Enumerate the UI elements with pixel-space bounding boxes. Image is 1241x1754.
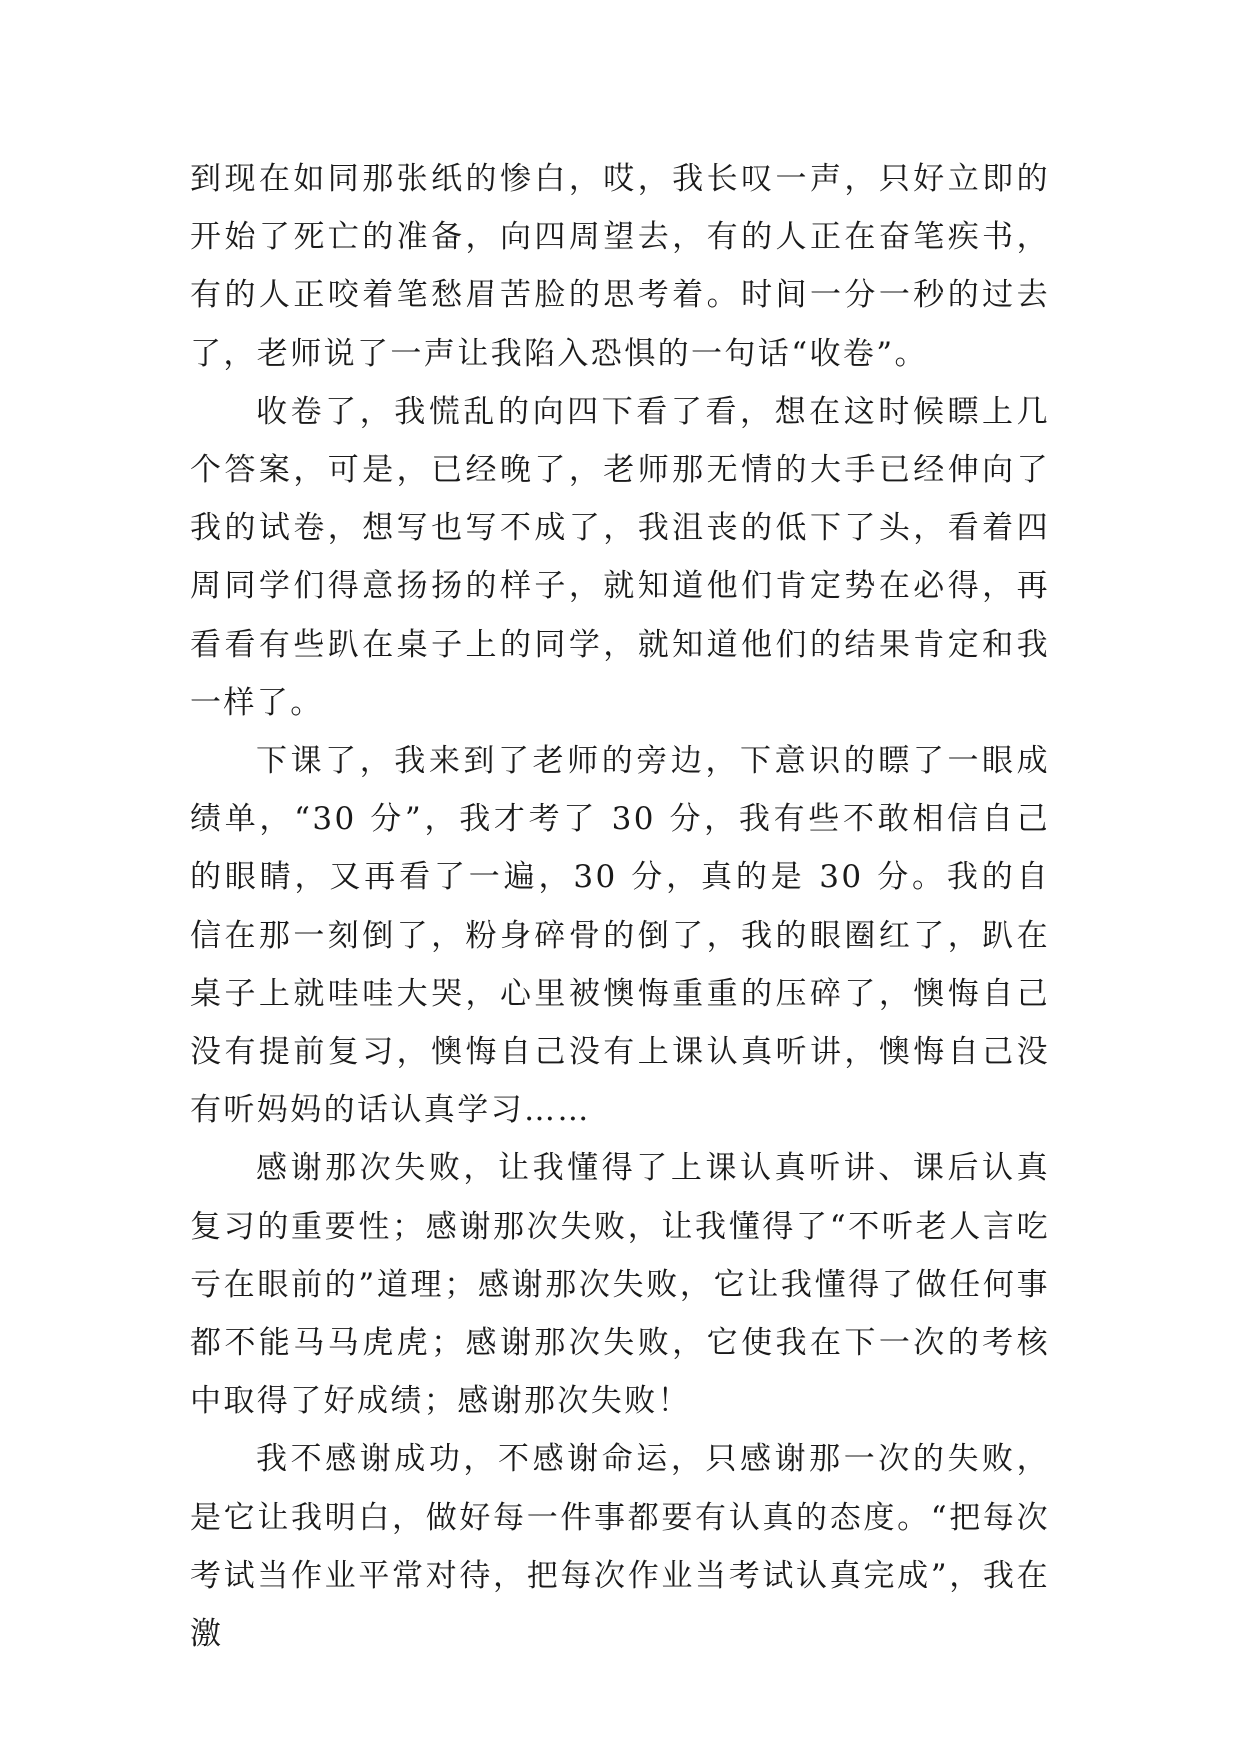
paragraph-1: 到现在如同那张纸的惨白，哎，我长叹一声，只好立即的开始了死亡的准备，向四周望去，有的人正在奋笔疾书，有的人正咬着笔愁眉苦脸的思考着。时间一分一秒的过去了，老师说了一声让我陷入恐惧的一句话“收卷”。 — [190, 161, 1050, 372]
paragraph-3: 下课了，我来到了老师的旁边，下意识的瞟了一眼成绩单，“30 分”，我才考了 30 分，我有些不敢相信自己的眼睛，又再看了一遍，30 分，真的是 30 分。我的自信在那一刻倒了，粉身碎骨的倒了，我的眼圈红了，趴在桌子上就哇哇大哭，心里被懊悔重重的压碎了，懊悔自己没有提前复习，懊悔自己没有上课认真听讲，懊悔自己没有听妈妈的话认真学习…… — [190, 743, 1050, 1129]
document-page — [190, 150, 1050, 1663]
paragraph-4: 感谢那次失败，让我懂得了上课认真听讲、课后认真复习的重要性；感谢那次失败，让我懂得了“不听老人言吃亏在眼前的”道理；感谢那次失败，它让我懂得了做任何事都不能马马虎虎；感谢那次失败，它使我在下一次的考核中取得了好成绩；感谢那次失败！ — [190, 1150, 1050, 1420]
paragraph-5: 我不感谢成功，不感谢命运，只感谢那一次的失败，是它让我明白，做好每一件事都要有认真的态度。“把每次考试当作业平常对待，把每次作业当考试认真完成”，我在激 — [190, 1441, 1050, 1653]
paragraph-2: 收卷了，我慌乱的向四下看了看，想在这时候瞟上几个答案，可是，已经晚了，老师那无情的大手已经伸向了我的试卷，想写也写不成了，我沮丧的低下了头，看着四周同学们得意扬扬的样子，就知道他们肯定势在必得，再看看有些趴在桌子上的同学，就知道他们的结果肯定和我一样了。 — [190, 393, 1050, 721]
